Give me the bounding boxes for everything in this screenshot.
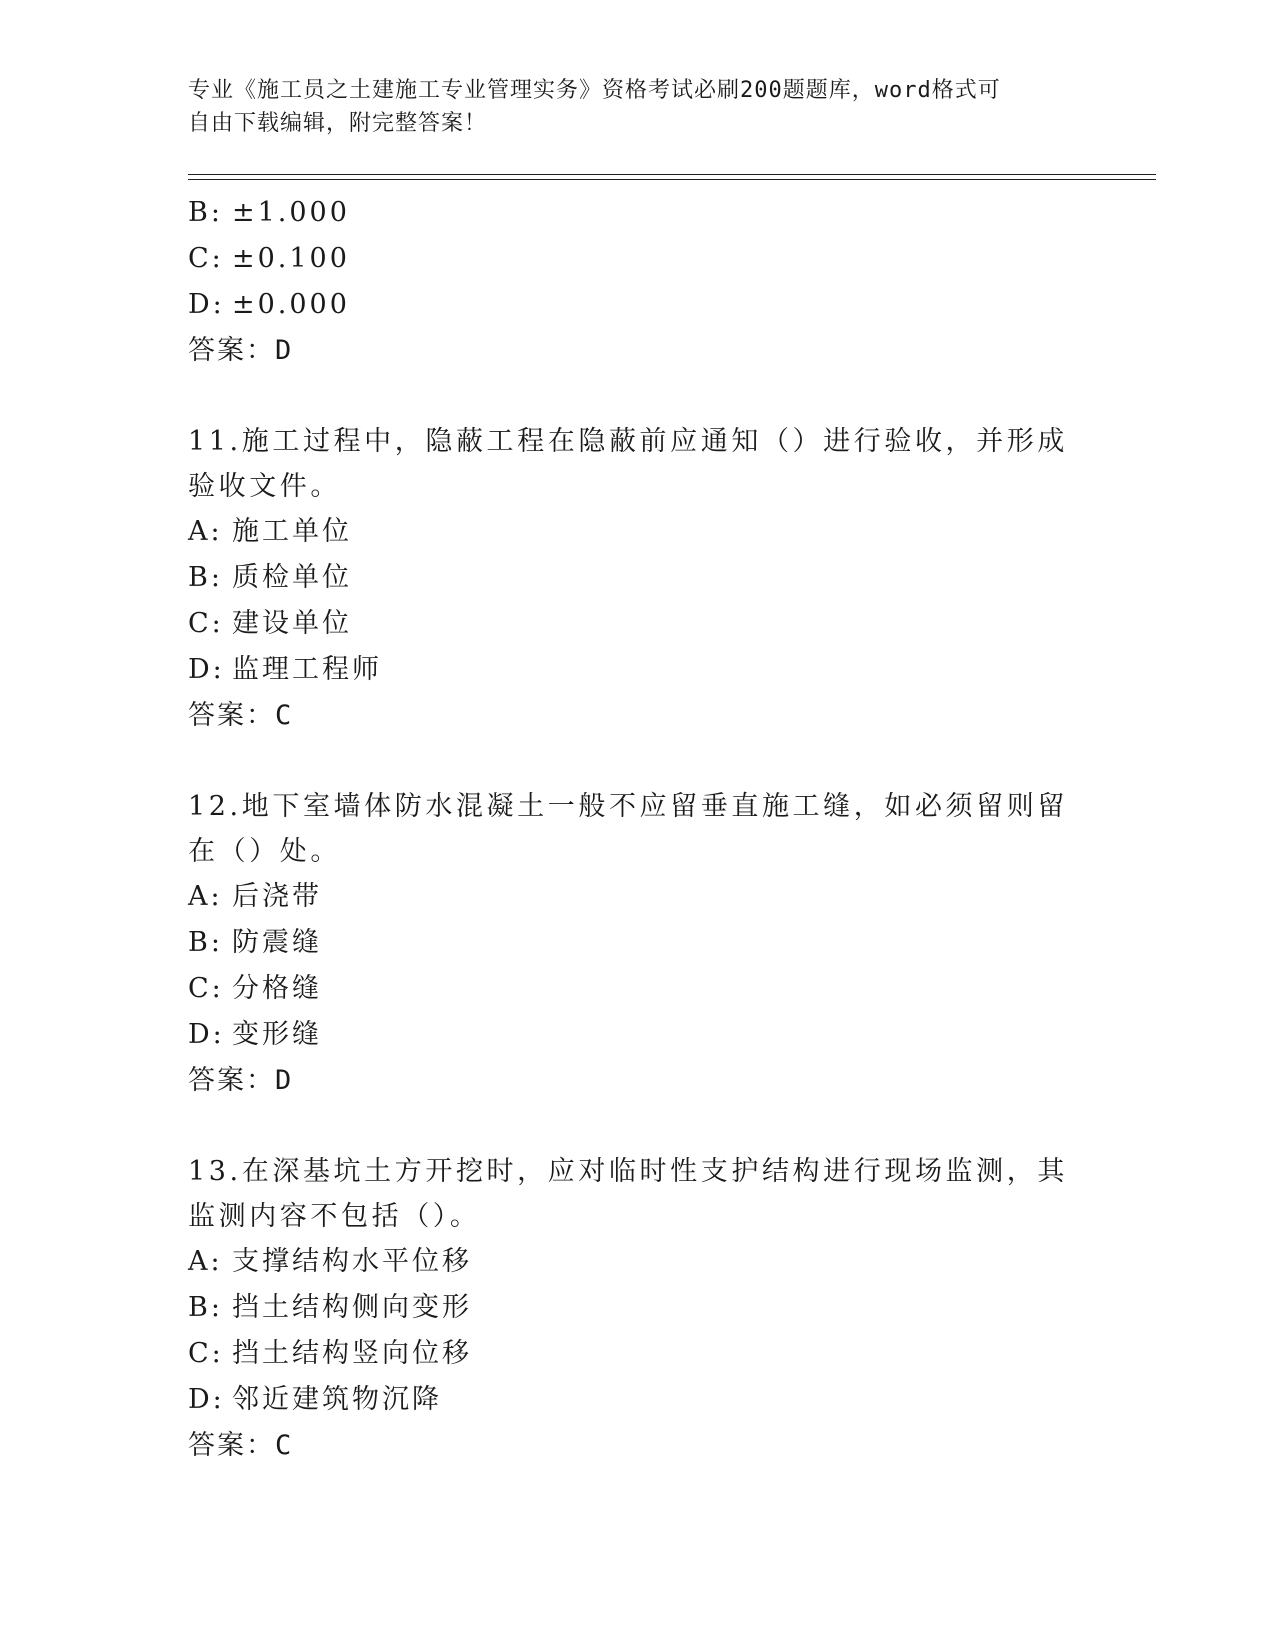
option-a: A: 施工单位 [188, 516, 352, 547]
option-d: D: 监理工程师 [188, 654, 382, 685]
header-line-1: 专业《施工员之土建施工专业管理实务》资格考试必刷200题题库，word格式可 [188, 78, 1001, 103]
option-c: C: 建设单位 [188, 608, 352, 639]
question-stem: 13.在深基坑土方开挖时，应对临时性支护结构进行现场监测，其监测内容不包括（）。 [188, 1156, 1068, 1232]
option-b: B: 质检单位 [188, 562, 352, 593]
option-a: A: 后浇带 [188, 881, 322, 912]
answer: 答案：C [188, 1430, 294, 1461]
header-line-2: 自由下载编辑，附完整答案！ [188, 111, 488, 136]
option-c: C: ±0.100 [188, 243, 350, 274]
option-b: B: 防震缝 [188, 927, 322, 958]
answer: 答案：D [188, 1065, 294, 1096]
question-13 [188, 1149, 1088, 1469]
question-list [188, 190, 1088, 1469]
question-stem: 11.施工过程中，隐蔽工程在隐蔽前应通知（）进行验收，并形成验收文件。 [188, 426, 1068, 502]
question-12 [188, 784, 1088, 1104]
previous-question-tail [188, 190, 1088, 374]
option-d: D: ±0.000 [188, 289, 350, 320]
option-d: D: 变形缝 [188, 1019, 322, 1050]
option-b: B: 挡土结构侧向变形 [188, 1292, 472, 1323]
option-c: C: 分格缝 [188, 973, 322, 1004]
option-a: A: 支撑结构水平位移 [188, 1246, 472, 1277]
answer: 答案：D [188, 335, 294, 366]
option-d: D: 邻近建筑物沉降 [188, 1384, 442, 1415]
answer: 答案：C [188, 700, 294, 731]
option-b: B: ±1.000 [188, 197, 350, 228]
option-c: C: 挡土结构竖向位移 [188, 1338, 472, 1369]
header-rule-bottom [188, 179, 1156, 180]
document-header [188, 74, 1068, 140]
question-11 [188, 419, 1088, 739]
header-rule-top [188, 174, 1156, 175]
question-stem: 12.地下室墙体防水混凝土一般不应留垂直施工缝，如必须留则留在（）处。 [188, 791, 1068, 867]
